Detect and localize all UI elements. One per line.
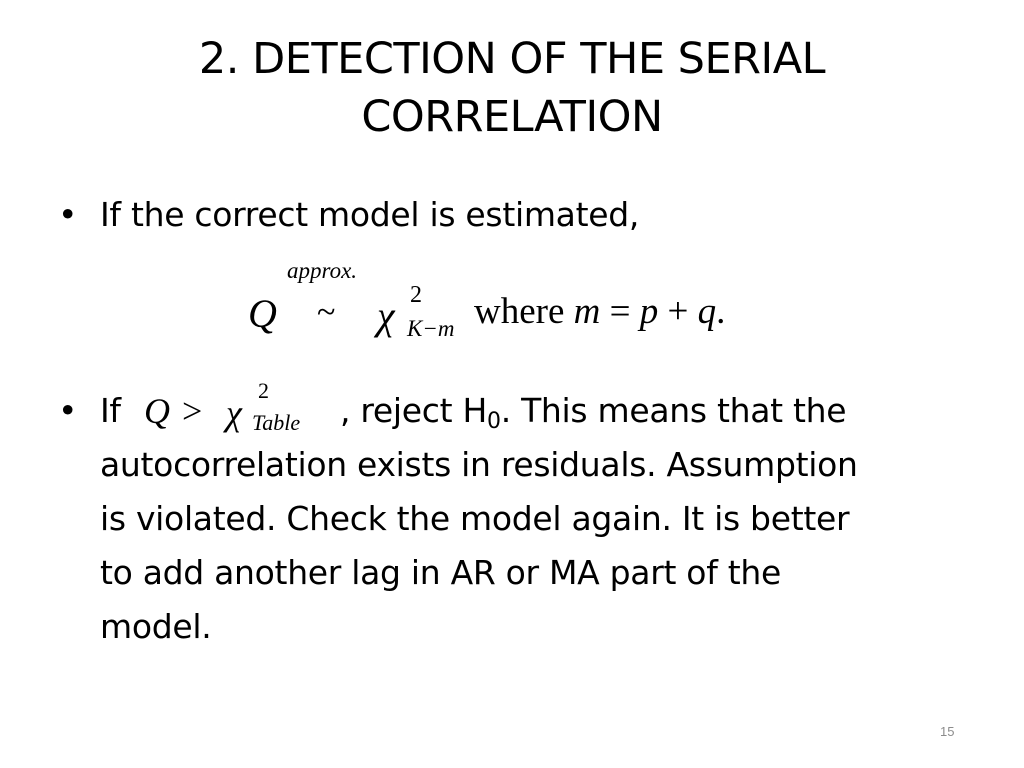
h-subscript: 0 xyxy=(486,409,501,434)
bullet-2-line-4: to add another lag in AR or MA part of the xyxy=(100,553,781,592)
equation-where-clause xyxy=(474,290,725,333)
equation-period: . xyxy=(716,291,726,332)
var-p: p xyxy=(639,291,659,332)
equation-chi-superscript: 2 xyxy=(258,378,269,403)
bullet-2-text xyxy=(100,384,858,654)
bullet-dot: • xyxy=(58,195,78,234)
equation-tilde: ~ xyxy=(317,294,336,331)
bullet-2-line-3: is violated. Check the model again. It is better xyxy=(100,499,850,538)
bullet-dot: • xyxy=(58,391,78,430)
equation-chi-superscript: 2 xyxy=(410,282,422,308)
equation-q: Q xyxy=(248,291,277,336)
greater-than-sign: > xyxy=(182,391,203,431)
slide-title xyxy=(0,30,1024,146)
slide-title-line-1: 2. DETECTION OF THE SERIAL xyxy=(198,34,826,84)
where-word: where xyxy=(474,291,565,332)
equation-chi-subscript: K−m xyxy=(407,316,455,341)
bullet-2-line-5: model. xyxy=(100,607,212,646)
equation-chi: χ xyxy=(226,393,242,433)
bullet-2-line-1 xyxy=(100,384,858,438)
equation-q: Q xyxy=(144,391,170,431)
if-word: If xyxy=(100,391,121,430)
bullet-1-text: If the correct model is estimated, xyxy=(100,195,640,234)
equation-q-statistic xyxy=(0,258,1024,348)
reject-text: , reject H xyxy=(340,391,487,430)
bullet-2-line-1-rest: . This means that the xyxy=(500,391,847,430)
page-number: 15 xyxy=(940,724,955,739)
var-m: m xyxy=(573,291,601,332)
var-q: q xyxy=(697,291,717,332)
plus-sign: + xyxy=(658,291,698,332)
equals-sign: = xyxy=(600,291,640,332)
slide-title-line-2: CORRELATION xyxy=(361,92,663,142)
equation-chi: χ xyxy=(377,293,395,338)
equation-chi-subscript: Table xyxy=(252,410,301,435)
bullet-2-line-2: autocorrelation exists in residuals. Assumption xyxy=(100,445,858,484)
approx-label: approx. xyxy=(287,258,358,283)
